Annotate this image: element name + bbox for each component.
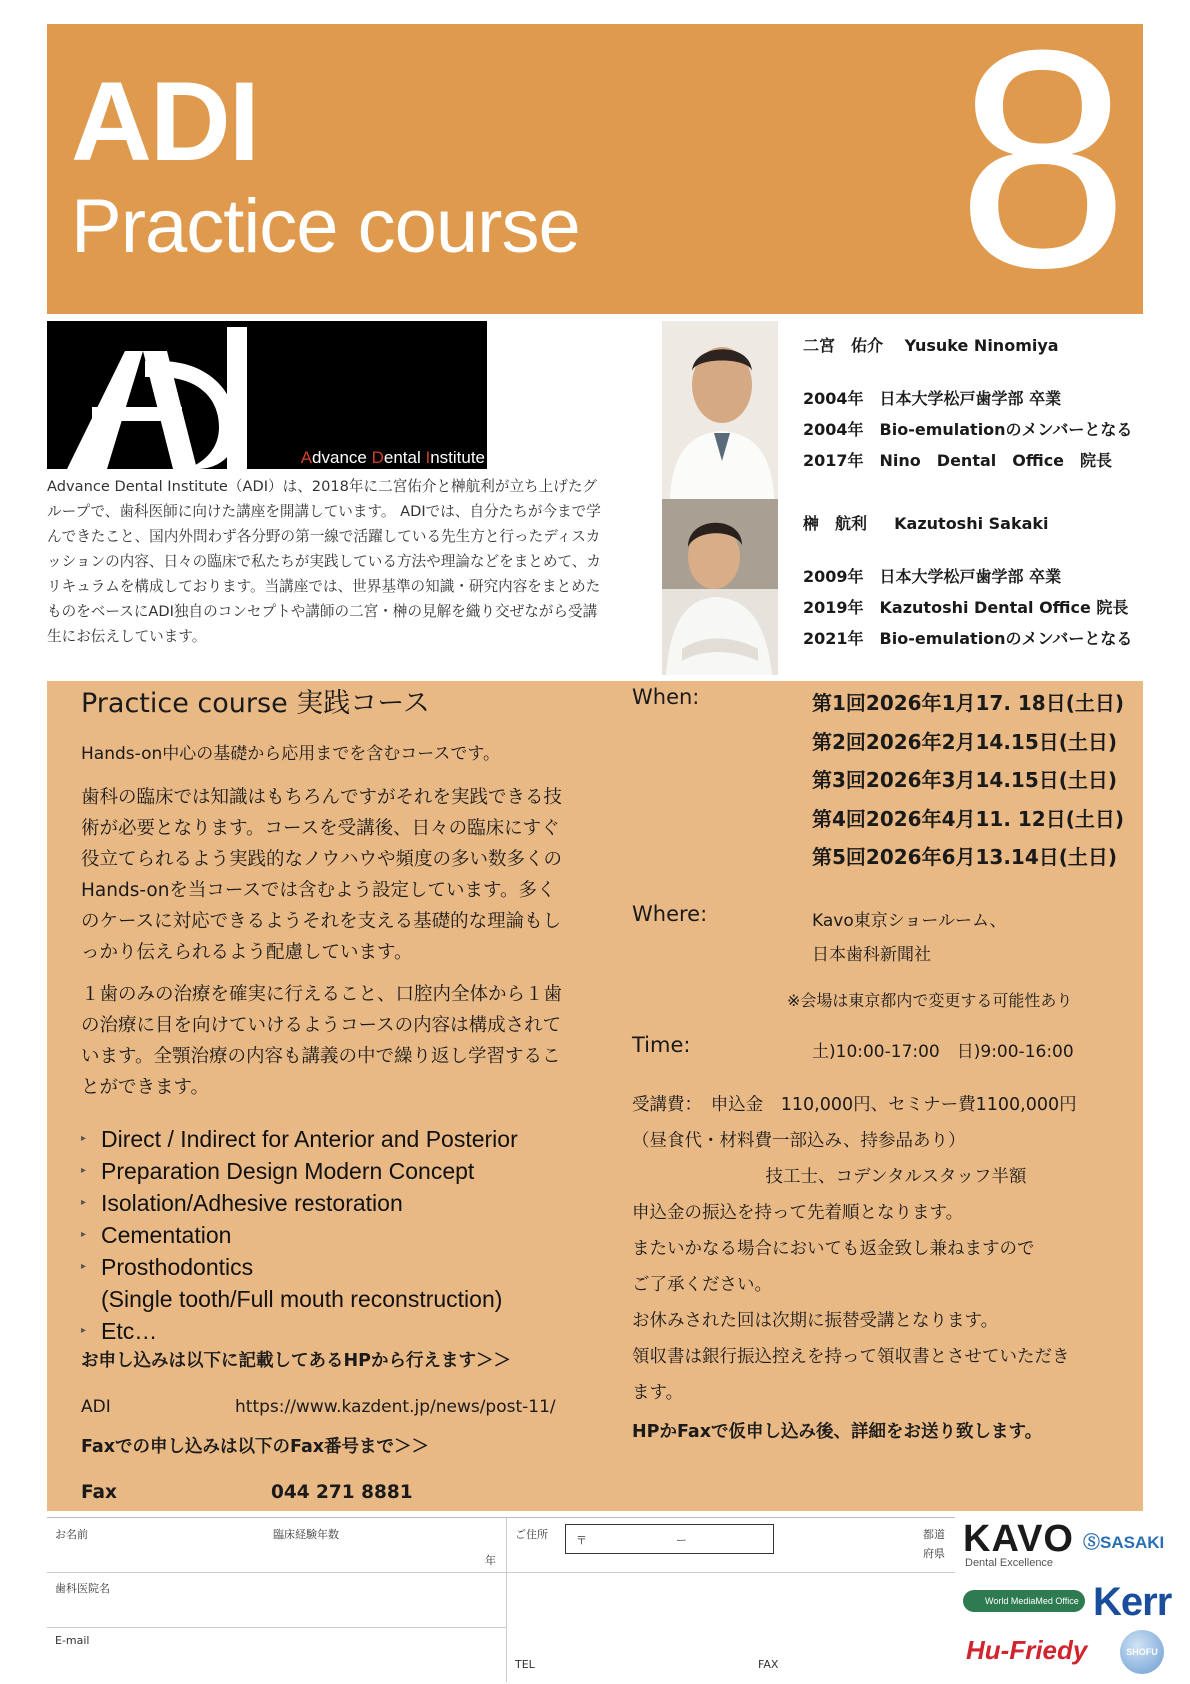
application-form: [47, 1517, 955, 1681]
experience-label: 臨床経験年数: [273, 1528, 339, 1541]
fee-line: 受講費： 申込金 110,000円、セミナー費1100,000円: [632, 1095, 1077, 1115]
instructor-history-2-3: 2021年 Bio-emulationのメンバーとなる: [803, 629, 1133, 648]
year-suffix: 年: [485, 1554, 496, 1567]
topic-item-continuation: (Single tooth/Full mouth reconstruction): [101, 1286, 503, 1312]
fee-line: 技工士、コデンタルスタッフ半額: [632, 1167, 1027, 1187]
postal-mark: 〒: [576, 1534, 587, 1547]
postal-dash: ー: [676, 1534, 687, 1547]
topic-item: ▸ Prosthodontics: [81, 1251, 581, 1283]
name-label: お名前: [55, 1528, 88, 1541]
tel-label: TEL: [515, 1658, 535, 1671]
course-description-2: １歯のみの治療を確実に行えること、口腔内全体から１歯の治療に目を向けていけるようコースの内容は構成されています。全顎治療の内容も講義の中で繰り返し学習することができます。: [81, 984, 563, 1098]
topic-item: ▸ Preparation Design Modern Concept: [81, 1155, 581, 1187]
header-subtitle: Practice course: [71, 184, 580, 269]
fee-line: ご了承ください。: [632, 1275, 772, 1295]
bullet-icon: ▸: [81, 1229, 87, 1240]
topic-list: [81, 1123, 581, 1347]
logo-wordmark: Advance Dental Institute: [300, 448, 485, 467]
header-banner: [47, 24, 1143, 314]
kavo-logo: KAVO: [963, 1518, 1074, 1560]
prefecture-label: 都道: [923, 1528, 945, 1541]
topic-item: ▸ Direct / Indirect for Anterior and Posterior: [81, 1123, 581, 1155]
time-label: Time:: [632, 1033, 691, 1057]
instructor-history-1-1: 2004年 日本大学松戸歯学部 卒業: [803, 389, 1062, 408]
sasaki-logo: ⓈSASAKI: [1083, 1533, 1165, 1552]
topic-item: ▸ Cementation: [81, 1219, 581, 1251]
prefecture-label: 府県: [923, 1547, 945, 1560]
bullet-icon: ▸: [81, 1133, 87, 1144]
session-date-3: 第3回2026年3月14.15日(土日): [812, 768, 1118, 792]
instructor-history-1-3: 2017年 Nino Dental Office 院長: [803, 451, 1113, 470]
session-date-2: 第2回2026年2月14.15日(土日): [812, 730, 1118, 754]
fax-number-label: Fax: [81, 1482, 117, 1503]
topic-item: ▸ Etc…: [81, 1315, 581, 1347]
adi-url-link[interactable]: https://www.kazdent.jp/news/post-11/: [235, 1397, 556, 1417]
fax-note: Faxでの申し込みは以下のFax番号まで＞＞: [81, 1437, 430, 1457]
venue-line-2: 日本歯科新聞社: [812, 945, 931, 965]
kerr-logo: Kerr: [1093, 1580, 1172, 1624]
fee-line: ます。: [632, 1383, 684, 1403]
instructor-history-2-1: 2009年 日本大学松戸歯学部 卒業: [803, 567, 1062, 586]
bullet-icon: ▸: [81, 1325, 87, 1336]
instructor-history-2-2: 2019年 Kazutoshi Dental Office 院長: [803, 598, 1129, 617]
topic-item: ▸ Isolation/Adhesive restoration: [81, 1187, 581, 1219]
adi-url-label: ADI: [81, 1397, 111, 1417]
course-title: Practice course 実践コース: [81, 688, 430, 719]
fax-label: FAX: [758, 1658, 779, 1671]
time-value: 土)10:00-17:00 日)9:00-16:00: [812, 1042, 1074, 1062]
email-label: E-mail: [55, 1634, 90, 1647]
venue-note: ※会場は東京都内で変更する可能性あり: [787, 991, 1073, 1010]
fee-line: またいかなる場合においても返金致し兼ねますので: [632, 1239, 1035, 1259]
fee-line: （昼食代・材料費一部込み、持参品あり）: [632, 1131, 966, 1151]
fee-line: お休みされた回は次期に振替受講となります。: [632, 1311, 999, 1331]
postal-code-field[interactable]: [565, 1524, 774, 1554]
session-date-4: 第4回2026年4月11. 12日(土日): [812, 807, 1125, 831]
clinic-label: 歯科医院名: [55, 1582, 110, 1595]
adi-logo: [47, 321, 487, 469]
hufriedy-logo: Hu-Friedy: [966, 1635, 1088, 1665]
world-mediamed-logo: World MediaMed Office: [963, 1590, 1085, 1612]
course-description-1: 歯科の臨床では知識はもちろんですがそれを実践できる技術が必要となります。コースを受講後、日々の臨床にすぐ役立てられるよう実践的なノウハウや頻度の多い数多くのHands-onを当コースでは含むよう設定しています。多くのケースに対応できるようそれを支える基礎的な理論もしっかり伝えられるよう配慮しています。: [81, 787, 563, 963]
when-label: When:: [632, 685, 700, 709]
form-divider: [47, 1572, 955, 1573]
course-number: 8: [956, 24, 1129, 314]
fee-line: 申込金の振込を持って先着順となります。: [632, 1203, 964, 1223]
application-note: HPかFaxで仮申し込み後、詳細をお送り致します。: [632, 1422, 1043, 1442]
kavo-tagline: Dental Excellence: [965, 1557, 1054, 1569]
course-lead: Hands-on中心の基礎から応用までを含むコースです。: [81, 744, 501, 764]
fax-number: 044 271 8881: [271, 1482, 413, 1503]
bullet-icon: ▸: [81, 1197, 87, 1208]
apply-note: お申し込みは以下に記載してあるHPから行えます＞＞: [81, 1351, 511, 1371]
bullet-icon: ▸: [81, 1165, 87, 1176]
form-divider: [506, 1518, 507, 1682]
instructor-photo-ninomiya: [662, 321, 778, 499]
bullet-icon: ▸: [81, 1261, 87, 1272]
venue-line-1: Kavo東京ショールーム、: [812, 911, 1007, 931]
session-date-5: 第5回2026年6月13.14日(土日): [812, 845, 1118, 869]
where-label: Where:: [632, 902, 708, 926]
header-title: ADI: [71, 59, 258, 184]
shofu-logo: SHOFU: [1120, 1630, 1164, 1674]
course-panel: [47, 681, 1143, 1511]
instructor-history-1-2: 2004年 Bio-emulationのメンバーとなる: [803, 420, 1133, 439]
form-divider: [47, 1627, 506, 1628]
adi-logo-mark: [47, 321, 487, 469]
sasaki-s-icon: Ⓢ: [1083, 1533, 1100, 1552]
instructor-photo-sakaki: [662, 499, 778, 675]
fee-line: 領収書は銀行振込控えを持って領収書とさせていただき: [632, 1347, 1070, 1367]
instructor-name-1: 二宮 佑介 Yusuke Ninomiya: [803, 336, 1059, 355]
session-date-1: 第1回2026年1月17. 18日(土日): [812, 691, 1125, 715]
address-label: ご住所: [515, 1528, 548, 1541]
instructor-name-2: 榊 航利 Kazutoshi Sakaki: [803, 514, 1049, 533]
intro-text: Advance Dental Institute（ADI）は、2018年に二宮佑介と榊航利が立ち上げたグループで、歯科医師に向けた講座を開講しています。 ADIでは、自分たちが今まで学んできたこと、国内外問わず各分野の第一線で活躍している先生方と行ったディスカッションの内容、日々の臨床で私たちが実践している方法や理論などをまとめて、カリキュラムを構成しております。当講座では、世界基準の知識・研究内容をまとめたものをベースにADI独自のコンセプトや講師の二宮・榊の見解を織り交ぜながら受講生にお伝えしています。: [47, 478, 601, 645]
